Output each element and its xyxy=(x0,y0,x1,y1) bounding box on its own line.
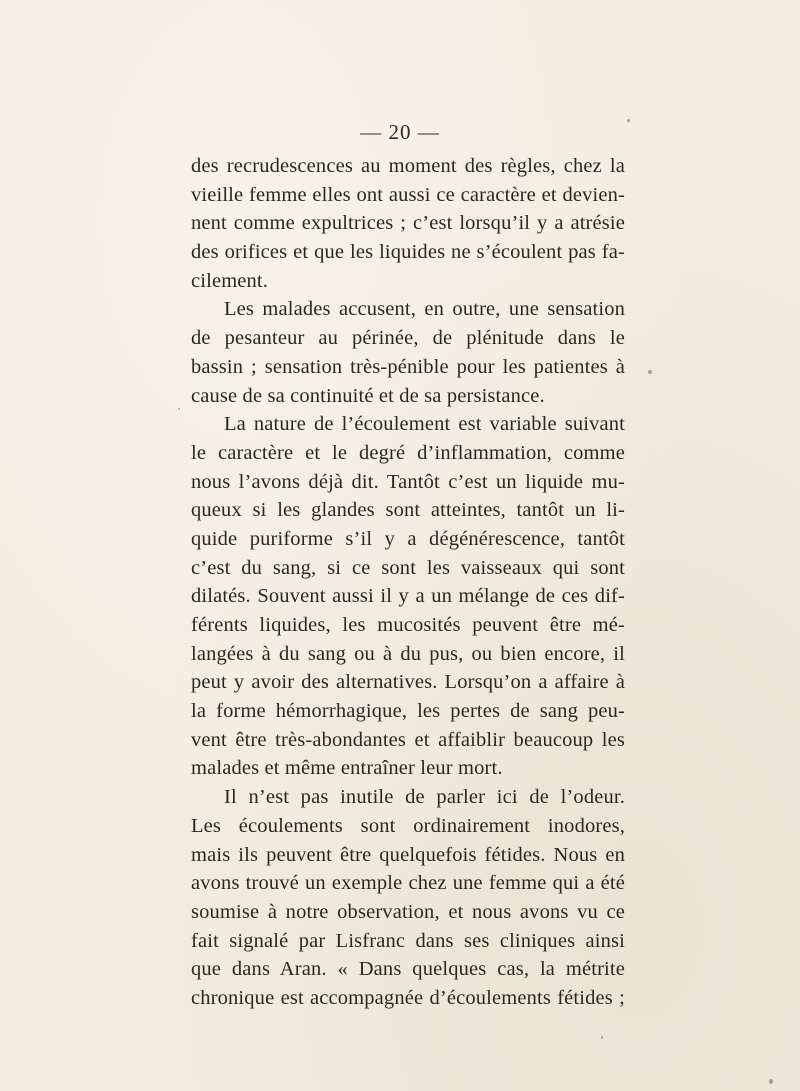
paper-speck xyxy=(627,119,630,122)
paper-speck xyxy=(178,408,180,410)
paper-speck xyxy=(648,370,652,374)
text-line: nent comme expultrices ; c’est lorsqu’il y a atrésie xyxy=(191,212,625,235)
text-line: que dans Aran. « Dans quelques cas, la métrite xyxy=(191,958,625,981)
text-line: cilement. xyxy=(191,269,269,292)
text-line: Il n’est pas inutile de parler ici de l’odeur. xyxy=(224,786,625,809)
text-line: quide puriforme s’il y a dégénérescence, tantôt xyxy=(191,527,625,550)
text-line: mais ils peuvent être quelquefois fétides. Nous en xyxy=(191,843,625,866)
body-text xyxy=(191,152,625,1013)
text-line: dilatés. Souvent aussi il y a un mélange de ces dif- xyxy=(191,585,625,608)
text-line: vieille femme elles ont aussi ce caractère et devien- xyxy=(191,183,625,206)
text-line: langées à du sang ou à du pus, ou bien encore, il xyxy=(191,642,625,665)
text-line: des orifices et que les liquides ne s’écoulent pas fa- xyxy=(191,241,625,264)
text-line: soumise à notre observation, et nous avons vu ce xyxy=(191,900,625,923)
text-line: vent être très-abondantes et affaiblir beaucoup les xyxy=(191,728,625,751)
text-line: nous l’avons déjà dit. Tantôt c’est un liquide mu- xyxy=(191,470,625,493)
text-line: le caractère et le degré d’inflammation, comme xyxy=(191,441,625,464)
text-line: la forme hémorrhagique, les pertes de sang peu- xyxy=(191,700,625,723)
text-line: malades et même entraîner leur mort. xyxy=(191,757,503,780)
text-line: chronique est accompagnée d’écoulements fétides ; xyxy=(191,986,625,1009)
text-line: bassin ; sensation très-pénible pour les patientes à xyxy=(191,355,625,378)
text-line: avons trouvé un exemple chez une femme qui a été xyxy=(191,872,625,895)
text-line: c’est du sang, si ce sont les vaisseaux qui sont xyxy=(191,556,625,579)
paper-speck xyxy=(601,1036,603,1039)
text-line: Les écoulements sont ordinairement inodores, xyxy=(191,814,625,837)
text-line: Les malades accusent, en outre, une sensation xyxy=(224,298,625,321)
text-line: peut y avoir des alternatives. Lorsqu’on a affaire à xyxy=(191,671,625,694)
text-line: fait signalé par Lisfranc dans ses cliniques ainsi xyxy=(191,929,625,952)
text-line: cause de sa continuité et de sa persistance. xyxy=(191,384,545,407)
text-line: férents liquides, les mucosités peuvent être mé- xyxy=(191,614,625,636)
paper-speck xyxy=(769,1079,773,1084)
text-line: de pesanteur au périnée, de plénitude dans le xyxy=(191,327,625,350)
text-line: queux si les glandes sont atteintes, tantôt un li- xyxy=(191,499,625,522)
text-line: des recrudescences au moment des règles, chez la xyxy=(191,155,625,177)
page-number: — 20 — xyxy=(360,120,440,144)
text-line: La nature de l’écoulement est variable suivant xyxy=(224,413,625,436)
